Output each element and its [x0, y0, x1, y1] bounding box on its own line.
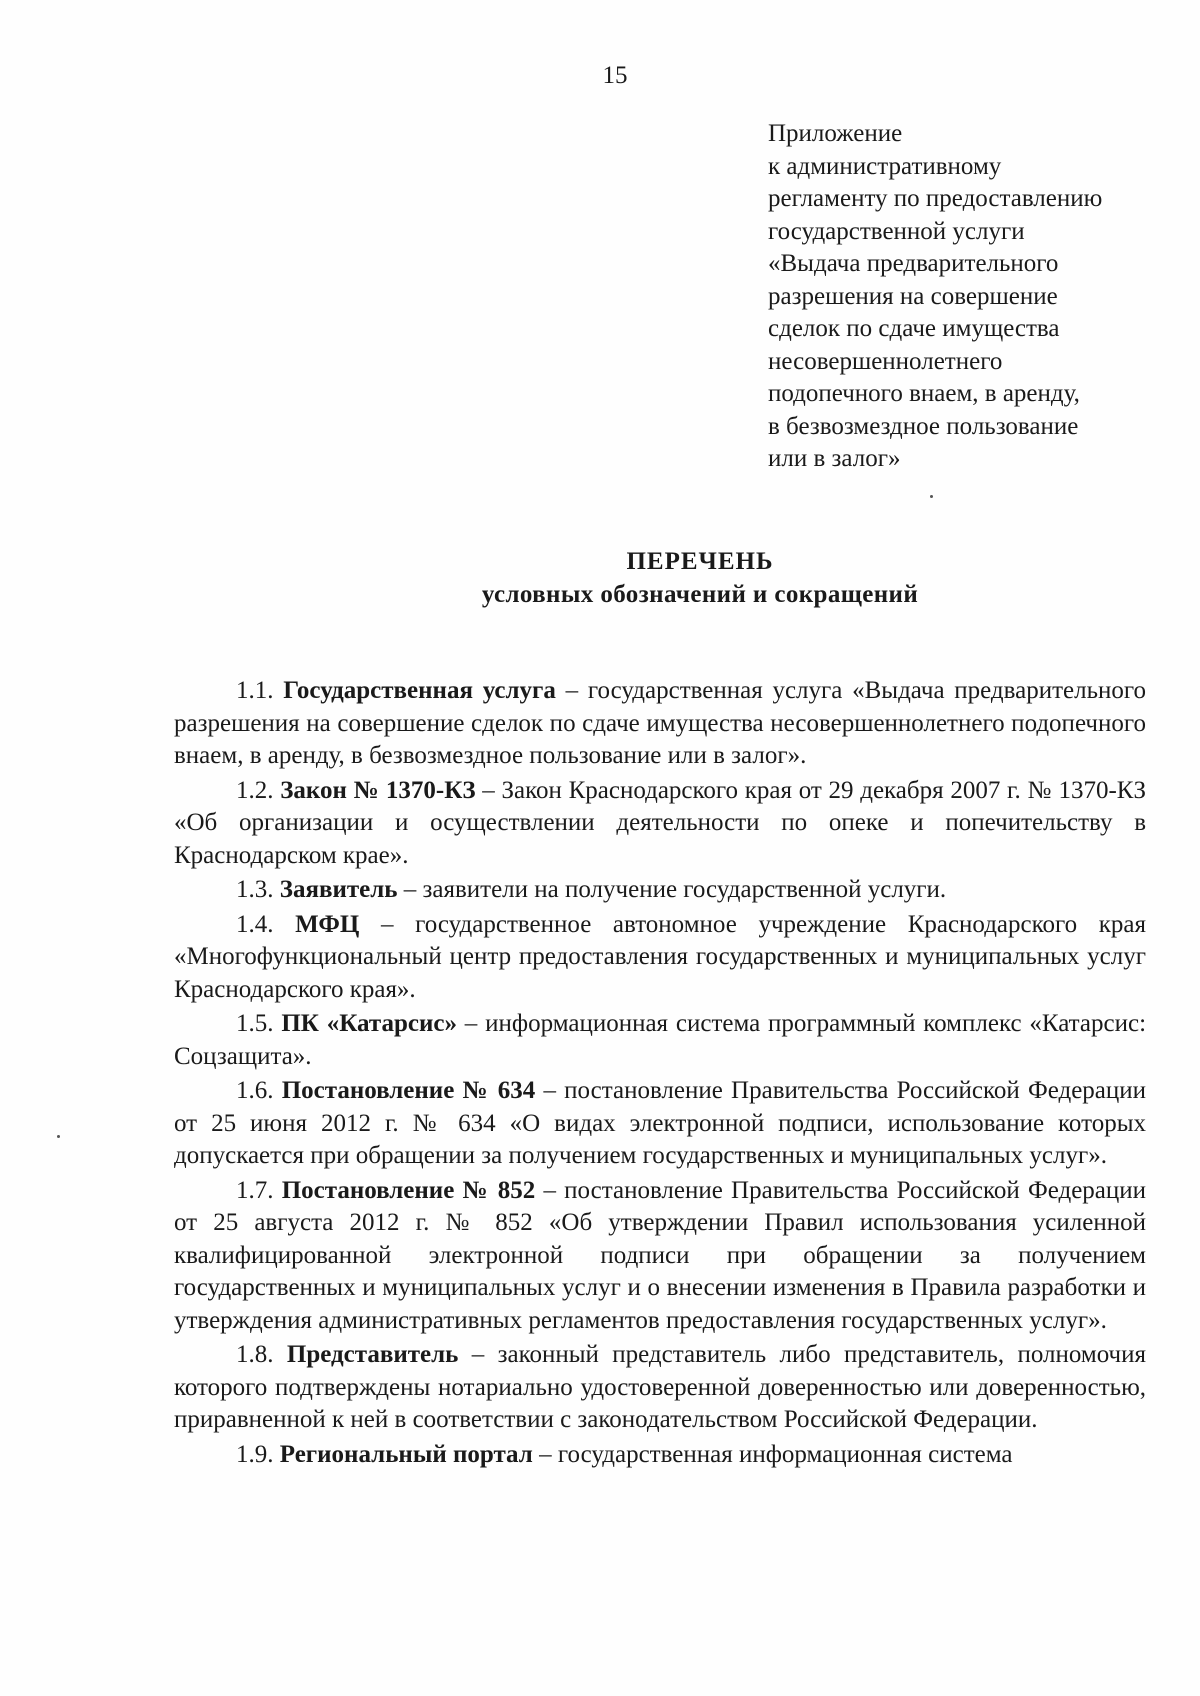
definition-item: [174, 775, 1146, 873]
item-definition: – государственная услуга «Выдача предварительного разрешения на совершение сделок по сдаче имущества несовершеннолетнего подопечного внаем, в аренду, в безвозмездное пользование или в залог».: [174, 677, 1146, 769]
item-definition: – Закон Краснодарского края от 29 декабря 2007 г. № 1370-КЗ «Об организации и осуществлении деятельности по опеке и попечительству в Краснодарском крае».: [174, 776, 1147, 869]
appendix-line: подопечного внаем, в аренду,: [768, 380, 1080, 407]
item-definition: – государственная информационная система: [539, 1440, 1013, 1468]
definition-item: [174, 1339, 1146, 1437]
item-term: Закон № 1370-КЗ: [280, 776, 476, 804]
item-definition: – постановление Правительства Российской Федерации от 25 августа 2012 г. № 852 «Об утверждении Правил использования усиленной квалифицированной электронной подписи при обращении за получением государственных и муниципальных услуг и о внесении изменения в Правила разработки и утверждения административных регламентов предоставления государственных услуг».: [174, 1176, 1147, 1334]
item-number: 1.3.: [236, 876, 274, 903]
appendix-line: «Выдача предварительного: [768, 250, 1059, 277]
appendix-line: в безвозмездное пользование: [768, 412, 1079, 440]
appendix-line: к административному: [768, 152, 1002, 180]
item-term: Постановление № 852: [281, 1176, 536, 1204]
item-number: 1.4.: [236, 910, 274, 938]
item-number: 1.7.: [236, 1176, 274, 1204]
item-term: Заявитель: [279, 876, 398, 903]
appendix-line: или в залог»: [768, 445, 901, 472]
definition-item: [174, 675, 1146, 773]
item-number: 1.8.: [236, 1341, 274, 1368]
appendix-line: разрешения на совершение: [768, 282, 1058, 310]
item-term: Постановление № 634: [281, 1077, 536, 1104]
item-number: 1.5.: [236, 1010, 274, 1037]
definition-item: [174, 909, 1146, 1007]
document-title: ПЕРЕЧЕНЬ: [626, 548, 774, 575]
appendix-line: Приложение: [768, 120, 903, 147]
definition-item: [174, 1008, 1146, 1073]
definition-item: [174, 874, 1146, 907]
appendix-line: государственной услуги: [768, 217, 1025, 245]
item-definition: – законный представитель либо представитель, полномочия которого подтверждены нотариально удостоверенной доверенностью или доверенностью, приравненной к ней в соответствии с законодательством Российской Федерации.: [174, 1341, 1146, 1433]
item-term: Государственная услуга: [283, 677, 556, 704]
item-definition: – постановление Правительства Российской Федерации от 25 июня 2012 г. № 634 «О видах электронной подписи, использование которых допускается при обращении за получением государственных и муниципальных услуг».: [174, 1077, 1147, 1169]
document-subtitle: условных обозначений и сокращений: [481, 581, 919, 608]
item-number: 1.1.: [236, 677, 274, 704]
item-term: Региональный портал: [279, 1440, 533, 1468]
scan-speck: [930, 495, 933, 498]
appendix-line: несовершеннолетнего: [768, 347, 1003, 375]
page-number: 15: [602, 62, 628, 89]
item-number: 1.2.: [236, 776, 274, 804]
item-term: ПК «Катарсис»: [281, 1010, 457, 1037]
appendix-header: [768, 118, 1188, 476]
definitions-list: [174, 675, 1146, 1471]
item-number: 1.6.: [236, 1077, 274, 1104]
item-term: Представитель: [286, 1341, 459, 1368]
appendix-line: регламенту по предоставлению: [768, 185, 1103, 212]
scan-speck: [57, 1135, 60, 1138]
appendix-line: сделок по сдаче имущества: [768, 315, 1060, 342]
definition-item: [174, 1439, 1146, 1472]
item-definition: – государственное автономное учреждение Краснодарского края «Многофункциональный центр предоставления государственных и муниципальных услуг Краснодарского края».: [174, 910, 1147, 1003]
item-number: 1.9.: [236, 1440, 274, 1468]
item-definition: – информационная система программный комплекс «Катарсис: Соцзащита».: [174, 1010, 1147, 1070]
item-definition: – заявители на получение государственной услуги.: [403, 876, 947, 903]
definition-item: [174, 1175, 1146, 1338]
item-term: МФЦ: [295, 910, 360, 938]
definition-item: [174, 1075, 1146, 1173]
